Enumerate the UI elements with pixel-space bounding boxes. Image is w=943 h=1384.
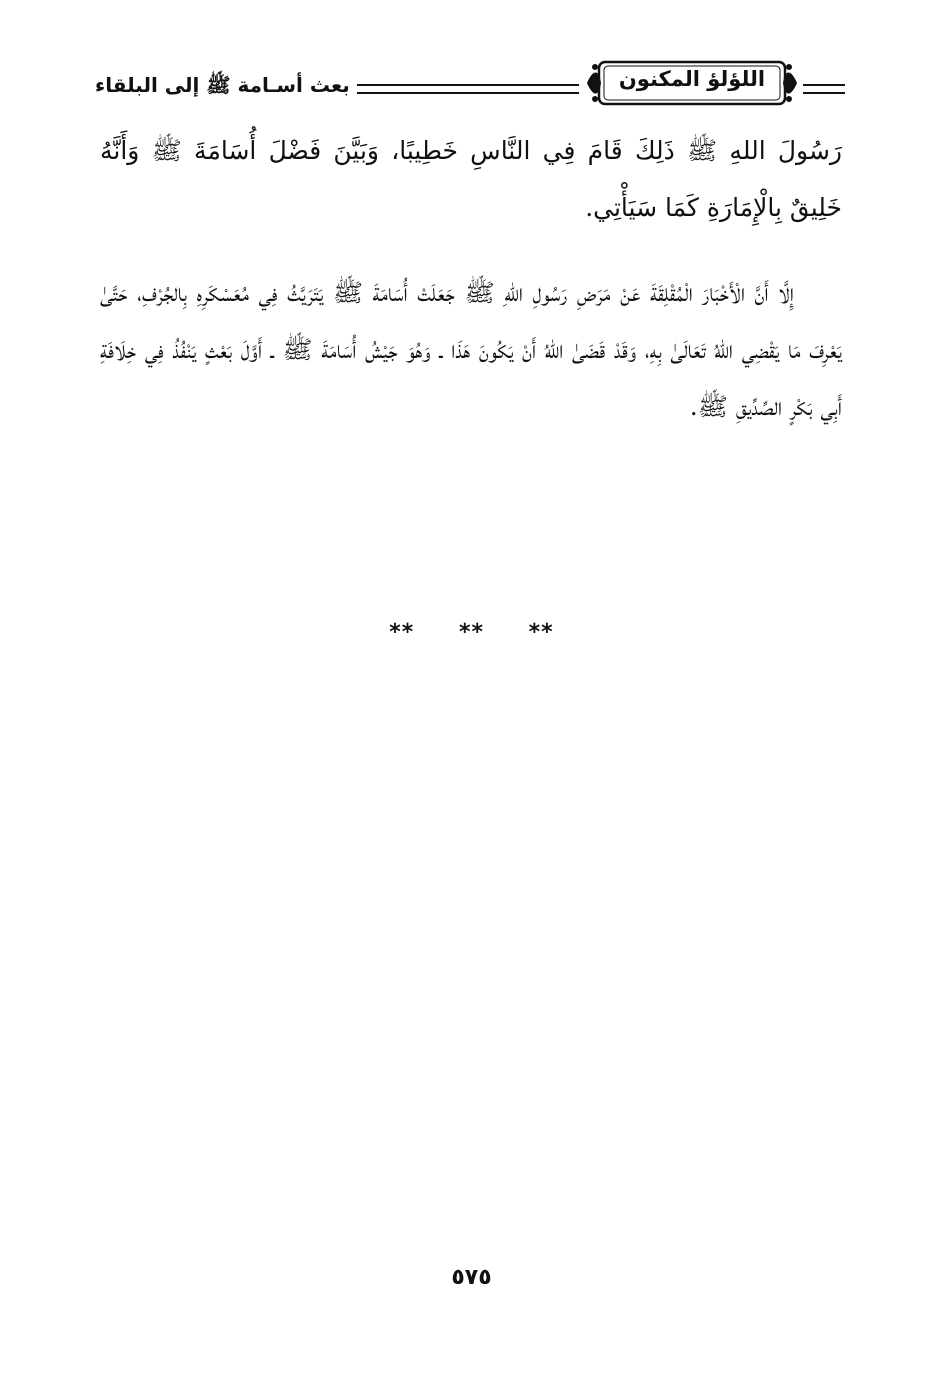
paragraph: إِلَّا أَنَّ الْأَخْبَارَ الْمُقْلِقَةَ عَنْ مَرَضِ رَسُولِ اللهِ ﷺ جَعَلَتْ أُسَامَةَ ﷺ يَتَرَيَّثُ فِي مُعَسْكَرِهِ بِالجُرْفِ، حَتَّىٰ يَعْرِفَ مَا يَقْضِي اللهُ تَعَالَىٰ بِهِ، وَقَدْ قَضَىٰ اللهُ أَنْ يَكُونَ هَذَا ـ وَهُوَ جَيْشُ أُسَامَةَ ﷺ ـ أَوَّلَ بَعْثٍ يَنْفُذُ فِي خِلَافَةِ أَبِي بَكْرٍ الصِّدِّيقِ ﷺ.: [100, 278, 842, 421]
paragraph: رَسُولَ اللهِ ﷺ ذَلِكَ قَامَ فِي النَّاسِ خَطِيبًا، وَبَيَّنَ فَضْلَ أُسَامَةَ ﷺ وَأَنَّهُ خَلِيقٌ بِالْإِمَارَةِ كَمَا سَيَأْتِي.: [100, 136, 842, 222]
book-title: اللؤلؤ المكنون: [618, 67, 766, 91]
section-separator: [0, 620, 943, 645]
main-text: [100, 122, 842, 435]
book-title-cartouche: [585, 59, 799, 107]
running-header: [95, 55, 845, 115]
asterisk-group: **: [458, 620, 484, 645]
chapter-title: بعث أسـامة ﷺ إلى البلقاء: [95, 73, 350, 97]
asterisk-group: **: [528, 620, 554, 645]
header-rule-right: [803, 84, 845, 94]
asterisk-group: **: [389, 620, 415, 645]
page-number: ٥٧٥: [451, 1265, 492, 1290]
header-rule-left: [357, 84, 579, 94]
